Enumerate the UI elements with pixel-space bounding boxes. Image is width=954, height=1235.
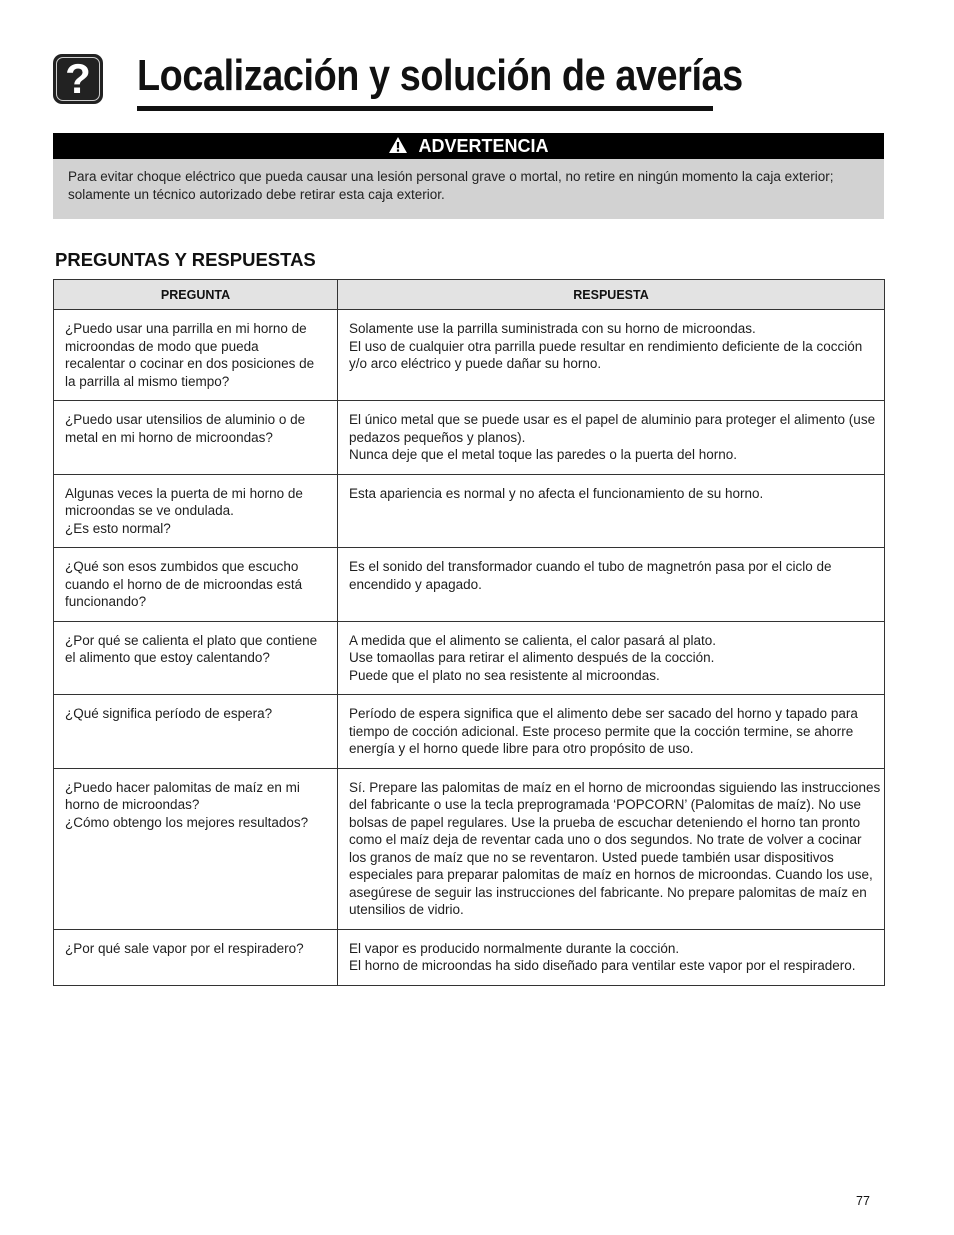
answer-text: Nunca deje que el metal toque las paredes o la puerta del horno. [349, 447, 738, 462]
qa-table-body [54, 310, 885, 986]
warning-header [53, 133, 884, 159]
question-text: Algunas veces la puerta de mi horno de microondas se ve ondulada. [65, 485, 303, 518]
question-text: ¿Por qué se calienta el plato que contiene el alimento que estoy calentando? [65, 632, 318, 665]
title-underline [137, 106, 713, 111]
question-text: ¿Puedo hacer palomitas de maíz en mi horno de microondas? [65, 779, 300, 812]
answer-cell [338, 695, 885, 769]
column-header-question: PREGUNTA [54, 280, 338, 310]
answer-text: El horno de microondas ha sido diseñado para ventilar este vapor por el respiradero. [349, 958, 856, 973]
table-row [54, 474, 885, 548]
answer-text: Esta apariencia es normal y no afecta el funcionamiento de su horno. [349, 485, 764, 501]
answer-cell [338, 310, 885, 401]
answer-text: A medida que el alimento se calienta, el calor pasará al plato. [349, 632, 716, 648]
question-cell [54, 621, 338, 695]
answer-text: Puede que el plato no sea resistente al microondas. [349, 667, 660, 683]
answer-text: Use tomaollas para retirar el alimento después de la cocción. [349, 650, 715, 665]
table-header-row [54, 280, 885, 310]
question-cell [54, 474, 338, 548]
table-row [54, 310, 885, 401]
answer-cell [338, 929, 885, 985]
warning-label: ADVERTENCIA [418, 136, 549, 156]
qa-table [53, 279, 885, 986]
question-text: ¿Es esto normal? [65, 520, 171, 536]
answer-text: Sí. Prepare las palomitas de maíz en el horno de microondas siguiendo las instrucciones del fabricante o use la tecla preprogramada ‘POPCORN’ (Palomitas de maíz). No use bolsas de papel regulares. Use la prueba de escuchar deteniendo el horno tan pronto como el maíz deja de reventar cada uno o dos segundos. No trate de volver a cocinar los granos de maíz que no se reventaron. Usted puede también usar dispositivos especiales para preparar palomitas de maíz en hornos de microondas. Cuando los use, asegúrese de seguir las instrucciones del fabricante. No prepare palomitas de maíz en utensilios de vidrio. [349, 779, 881, 917]
answer-cell [338, 768, 885, 929]
answer-text: El uso de cualquier otra parrilla puede resultar en rendimiento deficiente de la cocción y/o arco eléctrico y puede dañar su horno. [349, 338, 863, 371]
warning-text: Para evitar choque eléctrico que pueda causar una lesión personal grave o mortal, no retire en ningún momento la caja exterior; solamente un técnico autorizado debe retirar esta caja exterior. [68, 169, 834, 202]
question-cell [54, 548, 338, 622]
question-text: ¿Puedo usar una parrilla en mi horno de microondas de modo que pueda recalentar o cocinar en dos posiciones de la parrilla al mismo tiempo? [65, 321, 315, 389]
table-row [54, 548, 885, 622]
answer-text: El único metal que se puede usar es el papel de aluminio para proteger el alimento (use pedazos pequeños y planos). [349, 412, 876, 445]
answer-text: Solamente use la parrilla suministrada con su horno de microondas. [349, 321, 756, 336]
answer-cell [338, 621, 885, 695]
question-mark-icon: ? [53, 54, 103, 104]
table-row [54, 695, 885, 769]
answer-cell [338, 548, 885, 622]
question-text: ¿Qué son esos zumbidos que escucho cuando el horno de de microondas está funcionando? [65, 559, 303, 609]
table-row [54, 768, 885, 929]
table-row [54, 929, 885, 985]
warning-triangle-icon [388, 136, 408, 154]
question-text: ¿Cómo obtengo los mejores resultados? [65, 814, 309, 830]
answer-text: Período de espera significa que el alimento debe ser sacado del horno y tapado para tiempo de cocción adicional. Este proceso permite que la cocción termine, se ahorre energía y el horno quede libre para otro propósito de uso. [349, 706, 858, 756]
section-heading: PREGUNTAS Y RESPUESTAS [55, 249, 316, 270]
answer-cell [338, 474, 885, 548]
warning-box [53, 133, 884, 219]
question-cell [54, 695, 338, 769]
column-header-answer: RESPUESTA [338, 280, 885, 310]
question-text: ¿Por qué sale vapor por el respiradero? [65, 940, 304, 956]
question-text: ¿Qué significa período de espera? [65, 706, 273, 721]
question-cell [54, 310, 338, 401]
answer-text: El vapor es producido normalmente durante la cocción. [349, 940, 680, 956]
page-title: Localización y solución de averías [137, 51, 743, 100]
table-row [54, 621, 885, 695]
answer-text: Es el sonido del transformador cuando el tubo de magnetrón pasa por el ciclo de encendido y apagado. [349, 559, 832, 592]
table-row [54, 401, 885, 475]
question-cell [54, 401, 338, 475]
question-cell [54, 768, 338, 929]
question-cell [54, 929, 338, 985]
question-text: ¿Puedo usar utensilios de aluminio o de metal en mi horno de microondas? [65, 412, 306, 445]
page-number: 77 [856, 1194, 870, 1208]
answer-cell [338, 401, 885, 475]
page-header [53, 48, 743, 114]
